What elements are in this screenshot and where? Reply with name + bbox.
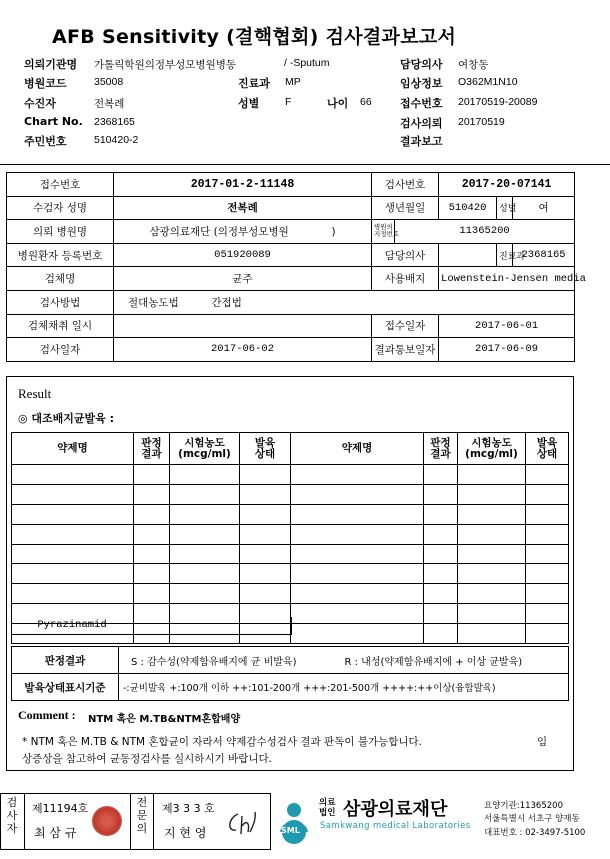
header-divider — [0, 164, 610, 165]
drug-cell — [12, 504, 134, 524]
drug-cell — [170, 544, 240, 564]
cell-hosp-close: ) — [331, 225, 336, 238]
judge-s: S : 감수성(약제함유배지에 균 비발육) — [119, 647, 325, 674]
cell-media: Lowenstein-Jensen media — [439, 267, 575, 291]
cell-dob: 510420 — [439, 196, 497, 220]
drug-cell — [291, 584, 424, 604]
dept-value: MP — [285, 76, 301, 88]
drug-cell — [134, 465, 170, 485]
col-conc — [170, 433, 240, 465]
cell-exam-date: 2017-06-02 — [114, 338, 372, 362]
drug-cell — [458, 524, 526, 544]
drug-cell — [291, 624, 424, 644]
clinical-label: 임상정보 — [400, 77, 443, 90]
drug-cell — [424, 465, 458, 485]
drug-cell — [240, 584, 291, 604]
col-conc-b2: (mcg/ml) — [465, 447, 518, 460]
col-drug-name-2: 약제명 — [291, 433, 424, 465]
drug-cell — [424, 524, 458, 544]
org-tel: 대표번호 : 02-3497-5100 — [484, 828, 586, 838]
dept-label: 진료과 — [238, 77, 270, 90]
spec-name: 지 현 영 — [164, 826, 207, 840]
sml-logo-icon — [272, 796, 318, 846]
info-row-2 — [7, 196, 575, 220]
cell-method-label: 검사방법 — [7, 290, 114, 314]
cell-specimen: 균주 — [114, 267, 372, 291]
exam-req-label: 검사의뢰 — [400, 117, 443, 130]
drug-cell — [170, 504, 240, 524]
cell-reg-no-label: 병원환자 등록번호 — [7, 243, 114, 267]
tester-label: 검사자 — [6, 796, 18, 835]
drug-header-row — [12, 433, 569, 465]
cell-notify: 2017-06-09 — [439, 338, 575, 362]
spec-signature-icon — [224, 808, 260, 838]
col-judge-b1: 판정 — [430, 436, 451, 449]
drug-cell — [424, 484, 458, 504]
hosp-code-label-1: 병원의 — [374, 223, 393, 232]
drug-cell — [134, 544, 170, 564]
hosp-code-value: 35008 — [94, 76, 124, 88]
req-org-value: 가톨릭학원의정부성모병원병동 — [94, 59, 237, 71]
drug-row — [12, 564, 569, 584]
info-row-4 — [7, 243, 575, 267]
control-growth-label: ◎ 대조배지균발육 : — [18, 412, 115, 425]
drug-cell — [240, 504, 291, 524]
drug-cell — [526, 465, 569, 485]
req-org-label: 의뢰기관명 — [24, 58, 78, 71]
sex-value: F — [285, 96, 292, 108]
col-judge-b2: 결과 — [430, 447, 451, 460]
judge-label: 판정결과 — [12, 647, 119, 674]
drug-cell — [458, 484, 526, 504]
cell-hosp-name: 삼광의료재단 (의정부성모병원 — [149, 225, 289, 238]
drug-cell — [526, 544, 569, 564]
drug-cell — [458, 564, 526, 584]
cell-received-label: 접수일자 — [372, 314, 439, 338]
drug-cell — [240, 544, 291, 564]
pyrazinamid-label: Pyrazinamid — [11, 617, 134, 634]
drug-cell — [134, 504, 170, 524]
cell-reg-no: 051920089 — [114, 243, 372, 267]
drug-cell — [458, 584, 526, 604]
age-value: 66 — [360, 96, 372, 108]
drug-cell — [170, 584, 240, 604]
org-en: Samkwang medical Laboratories — [320, 821, 471, 831]
cell-specimen-label: 검체명 — [7, 267, 114, 291]
col-judge-2: 결과 — [141, 447, 162, 460]
org-name: 삼광의료재단 — [343, 799, 448, 820]
sex-label: 성별 — [238, 97, 260, 110]
judge-table — [11, 646, 569, 701]
growth-criteria: -:균비발육 +:100개 이하 ++:101-200개 +++:201-500개 ++++:++이상(융합발육) — [119, 674, 569, 701]
drug-cell — [526, 564, 569, 584]
drug-cell — [424, 624, 458, 644]
cell-receipt-no: 2017-01-2-11148 — [114, 173, 372, 197]
cell-sex-label: 성별 — [497, 196, 513, 220]
method-absolute: 절대농도법 — [128, 296, 179, 309]
col-judge-b — [424, 433, 458, 465]
comment-label: Comment : — [18, 708, 76, 722]
note-line-1 — [22, 734, 562, 751]
cell-dob-label: 생년월일 — [372, 196, 439, 220]
drug-cell — [526, 484, 569, 504]
col-growth-b2: 상태 — [536, 447, 558, 460]
rrn-value: 510420-2 — [94, 134, 139, 146]
cell-doctor-label: 담당의사 — [372, 243, 439, 267]
drug-cell — [291, 604, 424, 624]
drug-cell — [526, 604, 569, 624]
drug-cell — [291, 564, 424, 584]
drug-cell — [12, 584, 134, 604]
drug-cell — [12, 544, 134, 564]
judge-row-2 — [12, 674, 569, 701]
comment-value: NTM 혹은 M.TB&NTM혼합배양 — [88, 714, 241, 725]
drug-cell — [526, 624, 569, 644]
cell-exam-date-label: 검사일자 — [7, 338, 114, 362]
hosp-code-label-2: 지정번호 — [374, 230, 400, 239]
cell-hosp — [114, 220, 372, 244]
col-growth-2: 상태 — [254, 447, 276, 460]
drug-cell — [291, 524, 424, 544]
result-report-label: 결과보고 — [400, 135, 443, 148]
drug-cell — [240, 524, 291, 544]
org-addr: 서울특별시 서초구 양재동 — [484, 814, 580, 824]
cell-hosp-code-label — [372, 220, 400, 244]
drug-cell — [424, 604, 458, 624]
cell-hosp-code: 11365200 — [395, 220, 575, 244]
drug-cell — [458, 544, 526, 564]
drug-table — [11, 432, 569, 644]
drug-row — [12, 504, 569, 524]
drug-cell — [240, 465, 291, 485]
sml-logo-text: SML — [281, 826, 300, 835]
spec-label: 전문의 — [136, 796, 148, 835]
col-growth-b — [526, 433, 569, 465]
drug-cell — [526, 524, 569, 544]
drug-cell — [240, 564, 291, 584]
growth-label: 발육상태표시기준 — [12, 674, 119, 701]
doctor-value: 여창동 — [458, 59, 489, 71]
judge-row-1 — [12, 647, 569, 674]
hosp-code-label: 병원코드 — [24, 77, 67, 90]
comment-note — [22, 734, 562, 768]
drug-row — [12, 484, 569, 504]
drug-cell — [170, 465, 240, 485]
drug-cell — [458, 604, 526, 624]
drug-cell — [458, 624, 526, 644]
drug-cell — [291, 465, 424, 485]
cell-dept: 2368165 — [513, 243, 575, 267]
drug-cell — [134, 524, 170, 544]
drug-cell — [291, 504, 424, 524]
drug-cell — [134, 584, 170, 604]
note-text-1: * NTM 혹은 M.TB & NTM 혼합균이 자라서 약제감수성검사 결과 판독이 불가능합니다. — [22, 736, 423, 748]
cell-exam-no-label: 검사번호 — [372, 173, 439, 197]
drug-cell — [12, 564, 134, 584]
report-title: AFB Sensitivity (결핵협회) 검사결과보고서 — [52, 26, 457, 48]
col-growth — [240, 433, 291, 465]
col-conc-2: (mcg/ml) — [178, 447, 231, 460]
exam-info-table — [6, 172, 586, 362]
rrn-label: 주민번호 — [24, 135, 67, 148]
doctor-label: 담당의사 — [400, 58, 443, 71]
drug-cell — [526, 504, 569, 524]
drug-row — [12, 465, 569, 485]
patient-label: 수진자 — [24, 97, 56, 110]
col-conc-b — [458, 433, 526, 465]
note-line-2: 상증상을 참고하여 균동정검사를 실시하시기 바랍니다. — [22, 753, 272, 765]
chart-value: 2368165 — [94, 116, 135, 128]
cell-media-label: 사용배지 — [372, 267, 439, 291]
col-growth-1: 발육 — [254, 436, 276, 449]
drug-cell — [170, 524, 240, 544]
tester-seal-icon — [92, 806, 122, 836]
col-judge — [134, 433, 170, 465]
drug-cell — [12, 524, 134, 544]
info-row-1 — [7, 173, 575, 197]
cell-method — [114, 290, 575, 314]
drug-cell — [526, 584, 569, 604]
cell-notify-label: 결과통보일자 — [372, 338, 439, 362]
drug-cell — [424, 564, 458, 584]
tester-name: 최 삼 규 — [34, 826, 77, 840]
clinical-value: O362M1N10 — [458, 76, 518, 88]
drug-cell — [424, 544, 458, 564]
drug-cell — [291, 484, 424, 504]
chart-label: Chart No. — [24, 115, 83, 128]
drug-cell — [458, 465, 526, 485]
age-label: 나이 — [327, 97, 349, 110]
info-row-8 — [7, 338, 575, 362]
drug-cell — [458, 504, 526, 524]
cell-doctor — [439, 243, 497, 267]
ward-value: / -Sputum — [284, 57, 330, 69]
col-conc-1: 시험농도 — [184, 436, 225, 449]
drug-cell — [424, 584, 458, 604]
org-corp: 의료법인 — [319, 798, 336, 818]
org-code: 요양기관:11365200 — [484, 801, 563, 811]
note-text-1-end: 임 — [537, 736, 548, 748]
info-row-7 — [7, 314, 575, 338]
judge-r: R : 내성(약제함유배지에 + 이상 균발육) — [325, 647, 569, 674]
receipt-value: 20170519-20089 — [458, 96, 538, 108]
cell-exam-no: 2017-20-07141 — [439, 173, 575, 197]
drug-cell — [170, 484, 240, 504]
drug-cell — [134, 564, 170, 584]
drug-row — [12, 584, 569, 604]
drug-row — [12, 524, 569, 544]
cell-collect — [114, 314, 372, 338]
cell-receipt-no-label: 접수번호 — [7, 173, 114, 197]
drug-cell — [291, 544, 424, 564]
cell-hosp-label: 의뢰 병원명 — [7, 220, 114, 244]
result-title: Result — [18, 386, 52, 401]
info-row-3 — [7, 220, 575, 244]
col-drug-name: 약제명 — [12, 433, 134, 465]
exam-req-value: 20170519 — [458, 116, 505, 128]
col-conc-b1: 시험농도 — [471, 436, 512, 449]
drug-cell — [12, 465, 134, 485]
cell-name: 전복례 — [114, 196, 372, 220]
col-judge-1: 판정 — [141, 436, 162, 449]
spec-no: 제3 3 3 호 — [162, 802, 215, 815]
cell-collect-label: 검체채취 일시 — [7, 314, 114, 338]
cell-name-label: 수검자 성명 — [7, 196, 114, 220]
receipt-label: 접수번호 — [400, 97, 443, 110]
info-row-6 — [7, 290, 575, 314]
drug-cell — [240, 484, 291, 504]
cell-received: 2017-06-01 — [439, 314, 575, 338]
drug-cell — [170, 564, 240, 584]
tester-no: 제11194호 — [32, 802, 89, 815]
col-growth-b1: 발육 — [536, 436, 558, 449]
drug-cell — [134, 484, 170, 504]
info-row-5 — [7, 267, 575, 291]
drug-cell — [12, 484, 134, 504]
patient-value: 전복례 — [94, 98, 125, 110]
method-indirect: 간접법 — [211, 296, 242, 309]
cell-sex: 여 — [513, 196, 575, 220]
cell-dept-label: 진료과 — [497, 243, 513, 267]
drug-row — [12, 544, 569, 564]
drug-cell — [424, 504, 458, 524]
